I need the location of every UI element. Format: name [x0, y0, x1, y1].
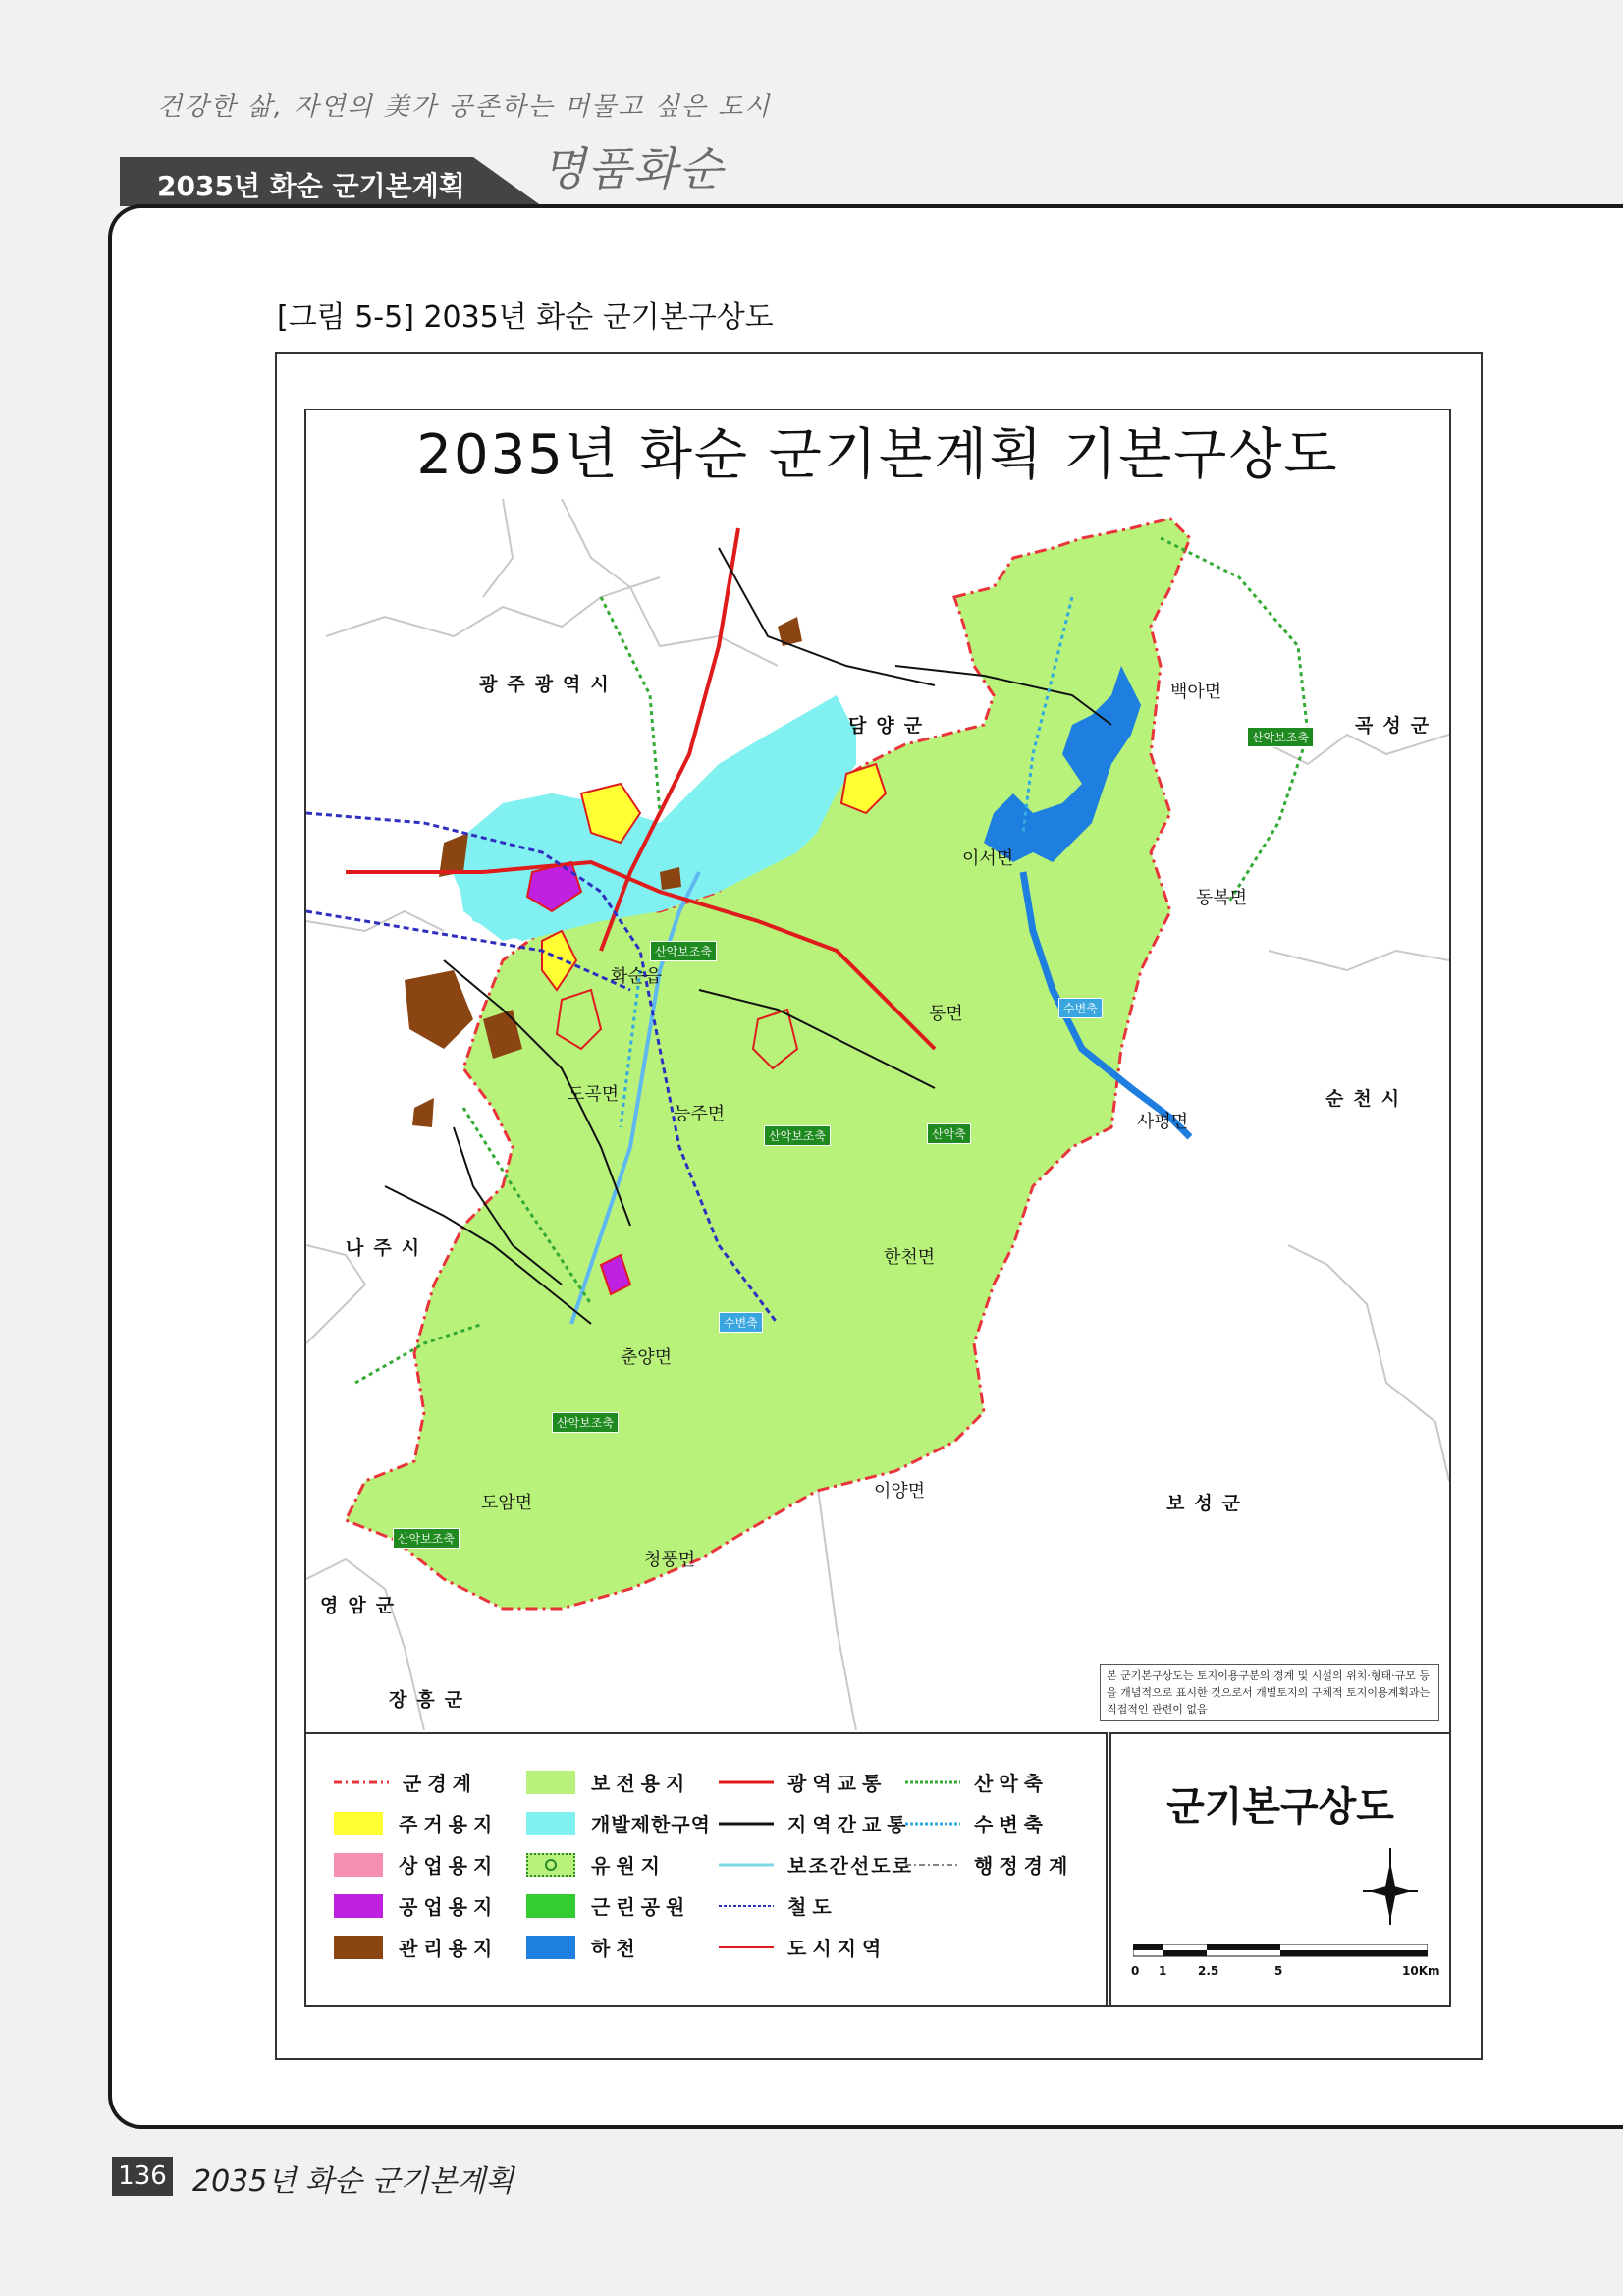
legend-park: 근린공원	[526, 1891, 690, 1920]
legend-residential: 주거용지	[334, 1809, 498, 1837]
myeon-hwasun: 화순읍	[611, 966, 663, 987]
axis-tag-waterside: 수변축	[1058, 998, 1103, 1018]
legend	[306, 1732, 1108, 2005]
axis-tag-mountain-aux: 산악보조축	[650, 941, 717, 961]
legend-swatch	[719, 1773, 774, 1792]
myeon-baega: 백아면	[1170, 682, 1222, 702]
myeon-dogok: 도곡면	[568, 1084, 620, 1105]
legend-resort: 유원지	[526, 1850, 666, 1879]
myeon-chunyang: 춘양면	[621, 1347, 673, 1368]
map-title: 2035년 화순 군기본계획 기본구상도	[306, 410, 1449, 501]
axis-tag-mountain-aux: 산악보조축	[764, 1125, 831, 1146]
neighbor-damyang: 담양군	[848, 715, 933, 737]
scale-bar	[1133, 1944, 1428, 1958]
legend-commercial: 상업용지	[334, 1850, 498, 1879]
legend-greenbelt: 개발제한구역	[526, 1809, 711, 1837]
legend-swatch	[334, 1853, 383, 1877]
document-title: 2035년 화순 군기본계획	[157, 170, 465, 202]
brand-logo: 명품화순	[542, 142, 725, 195]
legend-mountain-axis: 산악축	[905, 1768, 1049, 1796]
figure-caption: [그림 5-5] 2035년 화순 군기본구상도	[277, 301, 774, 335]
page-number: 136	[112, 2157, 173, 2196]
neighbor-yeongam: 영암군	[320, 1595, 405, 1616]
legend-swatch	[334, 1812, 383, 1835]
legend-waterside-axis: 수변축	[905, 1809, 1049, 1837]
legend-county-boundary: 군경계	[334, 1768, 477, 1796]
neighbor-naju: 나주시	[346, 1237, 430, 1259]
scale-label: 1	[1159, 1964, 1167, 1978]
slogan: 건강한 삶, 자연의 美가 공존하는 머물고 싶은 도시	[157, 92, 772, 122]
legend-swatch	[526, 1812, 575, 1835]
legend-swatch	[719, 1814, 774, 1833]
legend-swatch	[719, 1855, 774, 1875]
legend-title: 군기본구상도	[1166, 1784, 1394, 1830]
myeon-neungju: 능주면	[674, 1104, 726, 1124]
legend-swatch	[334, 1894, 383, 1918]
legend-swatch	[719, 1896, 774, 1916]
neighbor-gwangju: 광주광역시	[479, 674, 619, 695]
legend-industrial: 공업용지	[334, 1891, 498, 1920]
north-arrow-icon	[1361, 1842, 1420, 1931]
neighbor-suncheon: 순천시	[1325, 1088, 1410, 1110]
myeon-cheongpung: 청풍면	[644, 1550, 696, 1570]
axis-tag-waterside: 수변축	[719, 1312, 763, 1333]
neighbor-boseong: 보성군	[1166, 1493, 1251, 1514]
legend-swatch	[905, 1773, 960, 1792]
scale-label: 0	[1131, 1964, 1140, 1978]
myeon-iyang: 이양면	[874, 1481, 926, 1502]
axis-tag-mountain: 산악축	[927, 1123, 971, 1144]
footer-title: 2035년 화순 군기본계획	[192, 2164, 514, 2199]
legend-swatch	[334, 1936, 383, 1959]
legend-management: 관리용지	[334, 1933, 498, 1961]
myeon-hancheon: 한천면	[884, 1247, 936, 1268]
legend-inter-regional: 지역간교통	[719, 1809, 912, 1837]
legend-swatch	[905, 1814, 960, 1833]
axis-tag-mountain-aux: 산악보조축	[1247, 727, 1314, 747]
legend-swatch	[526, 1894, 575, 1918]
legend-conservation: 보전용지	[526, 1768, 690, 1796]
myeon-dong: 동면	[929, 1004, 963, 1024]
legend-aux-road: 보조간선도로	[719, 1850, 913, 1879]
legend-swatch	[526, 1936, 575, 1959]
scale-label: 10Km	[1402, 1964, 1440, 1978]
map-disclaimer: 본 군기본구상도는 토지이용구분의 경계 및 시설의 위치·형태·규모 등을 개념적으로 표시한 것으로서 개별토지의 구체적 토지이용계획과는 직접적인 관련이 없음	[1100, 1664, 1439, 1721]
document-title-tab	[120, 157, 542, 206]
legend-urban: 도시지역	[719, 1933, 887, 1961]
scale-label: 5	[1274, 1964, 1283, 1978]
legend-swatch	[334, 1773, 389, 1792]
myeon-dongbok: 동복면	[1196, 888, 1248, 908]
legend-swatch	[719, 1938, 774, 1957]
myeon-doam: 도암면	[481, 1493, 533, 1513]
legend-railway: 철도	[719, 1891, 838, 1920]
legend-swatch	[526, 1853, 575, 1877]
legend-swatch	[905, 1855, 960, 1875]
axis-tag-mountain-aux: 산악보조축	[393, 1528, 460, 1549]
legend-regional-transport: 광역교통	[719, 1768, 887, 1796]
neighbor-gokseong: 곡성군	[1355, 715, 1439, 737]
legend-river: 하천	[526, 1933, 641, 1961]
neighbor-jangheung: 장흥군	[389, 1689, 473, 1711]
legend-swatch	[526, 1771, 575, 1794]
scale-label: 2.5	[1198, 1964, 1219, 1978]
legend-title-box	[1109, 1732, 1449, 2005]
myeon-sapyeong: 사평면	[1137, 1112, 1189, 1132]
map-canvas	[306, 499, 1449, 1730]
legend-admin-boundary: 행정경계	[905, 1850, 1073, 1879]
myeon-iseo: 이서면	[962, 848, 1014, 869]
axis-tag-mountain-aux: 산악보조축	[552, 1412, 619, 1433]
